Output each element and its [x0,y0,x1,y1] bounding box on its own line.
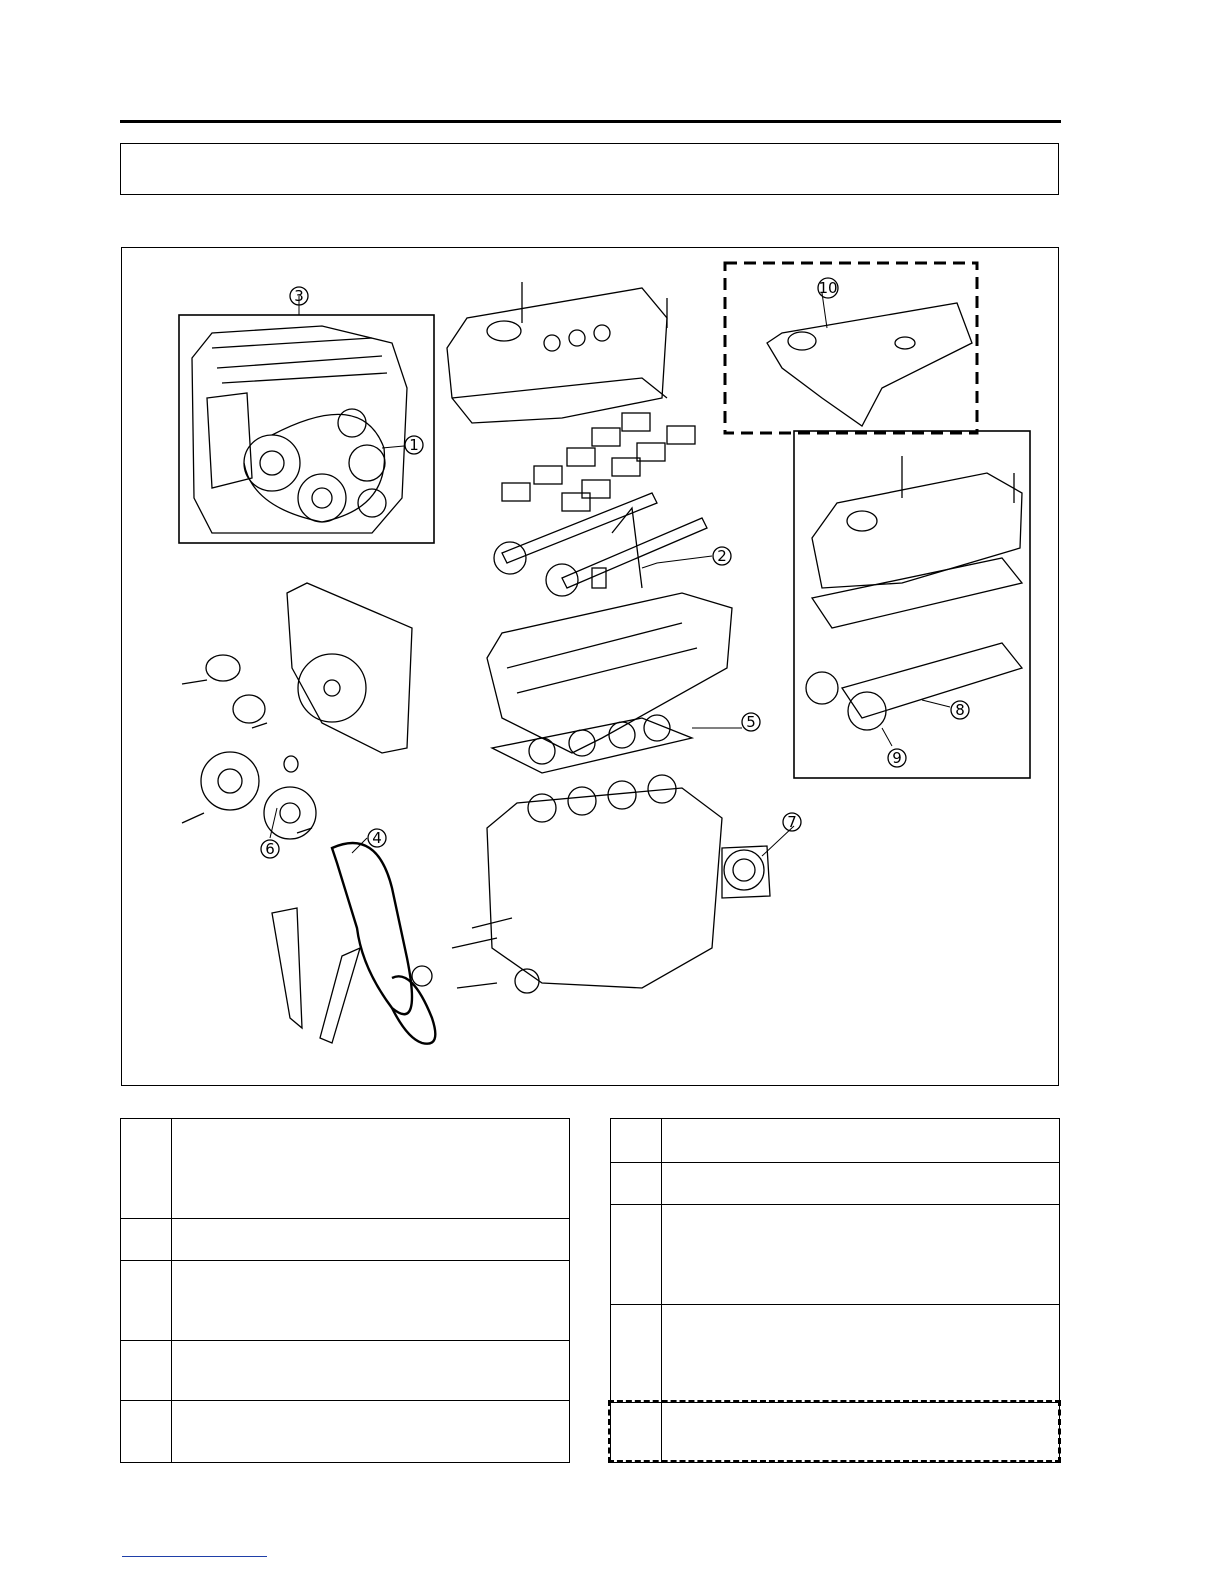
pulleys-and-tensioner [182,655,316,839]
engine-cover-inset [725,263,977,433]
cylinder-head-cover [447,282,667,423]
legend-row [121,1261,570,1341]
callout-8-label: 8 [955,701,965,719]
timing-chain [332,843,435,1044]
legend-number [121,1119,172,1219]
legend-row [121,1401,570,1463]
callout-10 [818,278,838,298]
legend-text [662,1119,1060,1163]
legend-text [172,1341,570,1401]
callout-7-label: 7 [787,813,797,831]
legend-text [172,1119,570,1219]
callout-5-label: 5 [746,713,756,731]
callout-10-label: 10 [818,279,838,297]
legend-row [121,1219,570,1261]
legend-text [172,1219,570,1261]
legend-number [121,1341,172,1401]
legend-number [611,1163,662,1205]
legend-row [121,1119,570,1219]
cylinder-block [487,775,722,988]
callout-4-label: 4 [372,829,382,847]
leader-lines [270,293,950,856]
legend-text [172,1261,570,1341]
legend-number [121,1261,172,1341]
callout-9 [888,749,906,767]
camshafts [494,493,707,596]
legend-number [121,1401,172,1463]
engine-diagram [122,248,1060,1087]
callout-3-label: 3 [294,287,304,305]
legend-number [611,1205,662,1305]
legend-row [611,1163,1060,1205]
legend-number [611,1305,662,1403]
callout-2-label: 2 [717,547,727,565]
callout-7 [783,813,801,831]
camshaft-caps [502,413,695,511]
legend-text [172,1401,570,1463]
cylinder-head-gasket [492,715,692,773]
callout-3 [290,287,308,305]
callout-1 [405,436,423,454]
chain-guides [272,908,360,1043]
rear-oil-seal [722,846,770,898]
callout-4 [368,829,386,847]
parts-legend-left [120,1118,570,1463]
legend-row [121,1341,570,1401]
legend-number [121,1219,172,1261]
engine-front-cover [287,583,412,753]
header-rule [120,120,1061,123]
callout-6 [261,840,279,858]
detail-inset [794,431,1030,778]
legend-row [611,1205,1060,1305]
callout-8 [951,701,969,719]
crank-sprocket [412,918,539,993]
legend-text [662,1205,1060,1305]
legend-row [611,1305,1060,1403]
legend-row [611,1119,1060,1163]
legend-number [611,1119,662,1163]
engine-assembly-inset [179,315,434,543]
callout-5 [742,713,760,731]
legend-text [662,1163,1060,1205]
callout-1-label: 1 [409,436,419,454]
callout-9-label: 9 [892,749,902,767]
cylinder-head [487,568,732,753]
title-box [120,143,1059,195]
exploded-view-figure [121,247,1059,1086]
legend-text [662,1305,1060,1403]
callout-6-label: 6 [265,840,275,858]
footer-link[interactable] [122,1556,267,1557]
callout-2 [713,547,731,565]
optional-part-row-frame [608,1400,1061,1463]
